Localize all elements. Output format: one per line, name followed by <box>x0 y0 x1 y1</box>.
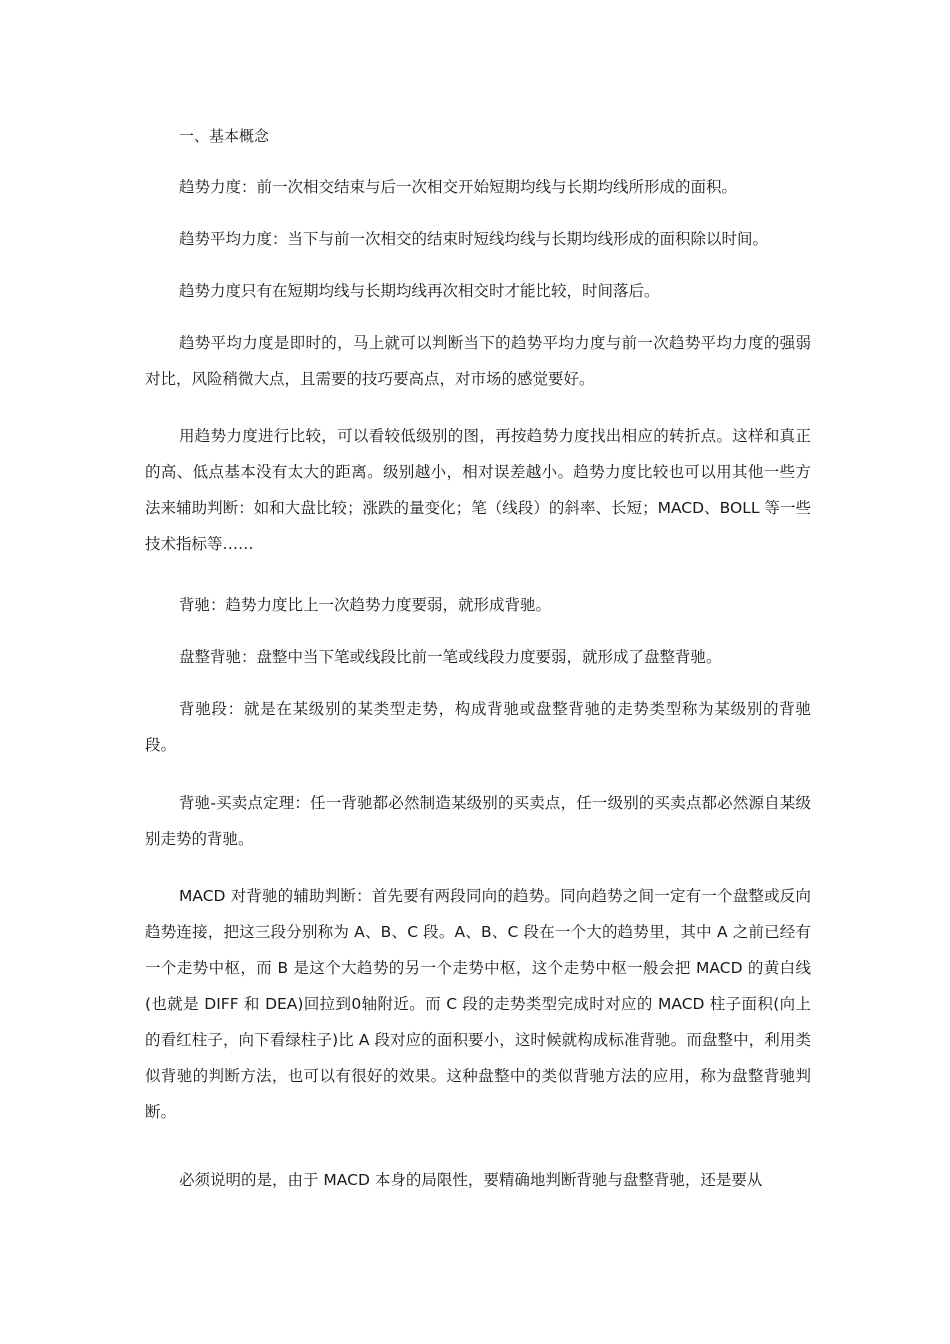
paragraph-trend-average-strength: 趋势平均力度：当下与前一次相交的结束时短线均线与长期均线形成的面积除以时间。 <box>179 230 769 248</box>
paragraph-trend-strength-comparison: 趋势力度只有在短期均线与长期均线再次相交时才能比较，时间落后。 <box>179 282 660 300</box>
paragraph-trend-strength: 趋势力度：前一次相交结束与后一次相交开始短期均线与长期均线所形成的面积。 <box>179 178 738 196</box>
paragraph-divergence-segment: 背驰段：就是在某级别的某类型走势，构成背驰或盘整背驰的走势类型称为某级别的背驰段。 <box>145 700 811 754</box>
paragraph-lower-level-comparison: 用趋势力度进行比较，可以看较低级别的图，再按趋势力度找出相应的转折点。这样和真正的高、低点基本没有太大的距离。级别越小，相对误差越小。趋势力度比较也可以用其他一些方法来辅助判断：如和大盘比较；涨跌的量变化；笔（线段）的斜率、长短；MACD、BOLL 等一些技术指标等…… <box>145 427 811 553</box>
paragraph-divergence-buy-sell-theorem: 背驰-买卖点定理：任一背驰都必然制造某级别的买卖点，任一级别的买卖点都必然源自某级别走势的背驰。 <box>145 794 811 848</box>
paragraph-macd-auxiliary-judgment: MACD 对背驰的辅助判断：首先要有两段同向的趋势。同向趋势之间一定有一个盘整或反向趋势连接，把这三段分别称为 A、B、C 段。A、B、C 段在一个大的趋势里，其中 A 之前已经有一个走势中枢，而 B 是这个大趋势的另一个走势中枢，这个走势中枢一般会把 MACD 的黄白线 (也就是 DIFF 和 DEA)回拉到0轴附近。而 C 段的走势类型完成时对应的 MACD 柱子面积(向上的看红柱子，向下看绿柱子)比 A 段对应的面积要小，这时候就构成标准背驰。而盘整中，利用类似背驰的判断方法，也可以有很好的效果。这种盘整中的类似背驰方法的应用，称为盘整背驰判断。 <box>145 887 811 1121</box>
section-heading: 一、基本概念 <box>179 127 270 145</box>
paragraph-average-strength-realtime: 趋势平均力度是即时的，马上就可以判断当下的趋势平均力度与前一次趋势平均力度的强弱对比，风险稍微大点，且需要的技巧要高点，对市场的感觉要好。 <box>145 334 811 388</box>
paragraph-divergence-definition: 背驰：趋势力度比上一次趋势力度要弱，就形成背驰。 <box>179 596 552 614</box>
paragraph-consolidation-divergence: 盘整背驰：盘整中当下笔或线段比前一笔或线段力度要弱，就形成了盘整背驰。 <box>179 648 722 666</box>
paragraph-macd-limitations: 必须说明的是，由于 MACD 本身的局限性，要精确地判断背驰与盘整背驰，还是要从 <box>179 1171 763 1189</box>
